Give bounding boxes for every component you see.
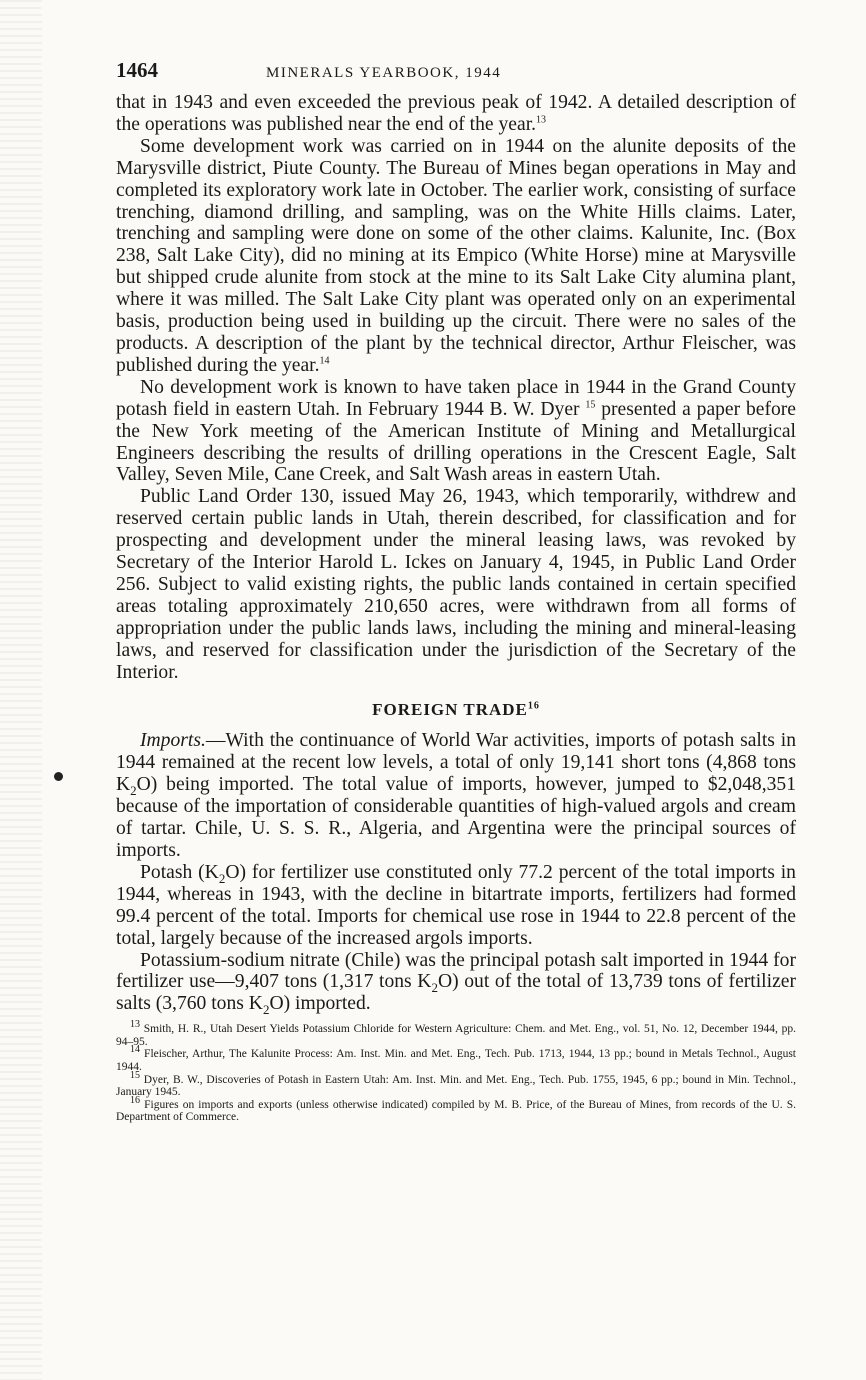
paragraph-text: —With the continuance of World War activities, imports of potash salts in 1944 remained at the recent low levels, a total of only 19,141 short tons (4,868 tons K	[116, 730, 796, 796]
subscript: 2	[130, 783, 137, 799]
paragraph-fertilizer	[116, 862, 796, 950]
footnote-text: Fleischer, Arthur, The Kalunite Process: Am. Inst. Min. and Met. Eng., Tech. Pub. 1713, 1944, 13 pp.; bound in Metals Technol., August 1944.	[116, 1048, 796, 1074]
footnote	[116, 1044, 796, 1074]
footnote-ref: 15	[585, 399, 596, 411]
subscript: 2	[262, 1002, 270, 1018]
footnote-number: 15	[130, 1069, 140, 1081]
footnote	[116, 1094, 796, 1124]
page-number: 1464	[116, 58, 158, 82]
footnote-ref: 14	[319, 355, 330, 367]
footnote-number: 16	[130, 1094, 140, 1106]
paragraph-text: Some development work was carried on in 1944 on the alunite deposits of the Marysville district, Piute County. The Bureau of Mines began operations in May and completed its exploratory work late in October. The earlier work, consisting of surface trenching, diamond drilling, and sampling, was on the White Hills claims. Later, trenching and sampling were done on some of the other claims. Kalunite, Inc. (Box 238, Salt Lake City), did no mining at its Empico (White Horse) mine at Marysville but shipped crude alunite from stock at the mine to its Salt Lake City alumina plant, where it was milled. The Salt Lake City plant was operated only on an experimental basis, production being used in building up the circuit. There were no sales of the products. A description of the plant by the technical director, Arthur Fleischer, was published during the year.	[116, 135, 796, 376]
paragraph-text: presented a paper before the New York meeting of the American Institute of Mining and Metallurgical Engineers describing the results of drilling operations in the Crescent Eagle, Salt Valley, Seven Mile, Cane Creek, and Salt Wash areas in eastern Utah.	[116, 398, 797, 486]
footnotes	[116, 1019, 797, 1124]
paragraph-text: that in 1943 and even exceeded the previous peak of 1942. A detailed description of the operations was published near the end of the year.	[116, 92, 796, 135]
footnote-text: Dyer, B. W., Discoveries of Potash in Eastern Utah: Am. Inst. Min. and Met. Eng., Tech. Pub. 1755, 1945, 6 pp.; bound in Min. Technol., January 1945.	[116, 1073, 797, 1099]
footnote-ref: 13	[536, 114, 547, 126]
paragraph-imports	[116, 730, 796, 861]
paragraph-text: O) imported.	[269, 993, 371, 1015]
paragraph-nitrate	[116, 950, 796, 1016]
subscript: 2	[218, 870, 226, 886]
paragraph-land-order	[116, 486, 796, 683]
paragraph-text: Potash (K	[140, 861, 219, 883]
section-title: FOREIGN TRADE	[372, 700, 528, 720]
footnote-number: 14	[130, 1044, 140, 1056]
paragraph-text: O) out of the total of 13,739 tons of fertilizer salts (3,760 tons K	[116, 971, 796, 1015]
margin-ink-mark	[54, 772, 63, 781]
paragraph-text: No development work is known to have taken place in 1944 in the Grand County potash field in eastern Utah. In February 1944 B. W. Dyer	[116, 376, 796, 420]
scan-edge-noise	[0, 0, 42, 1380]
subscript: 2	[431, 980, 438, 996]
paragraph-continuation	[116, 92, 796, 136]
running-head	[116, 58, 796, 92]
page-content	[116, 58, 796, 1124]
footnote	[116, 1019, 796, 1048]
footnote	[116, 1069, 797, 1099]
footnote-ref: 16	[527, 700, 540, 712]
run-in-heading: Imports.	[140, 730, 206, 752]
footnote-text: Figures on imports and exports (unless otherwise indicated) compiled by M. B. Price, of the Bureau of Mines, from records of the U. S. Department of Commerce.	[116, 1098, 796, 1124]
journal-title: MINERALS YEARBOOK, 1944	[266, 65, 502, 81]
paragraph-text: Potassium-sodium nitrate (Chile) was the principal potash salt imported in 1944 for fertilizer use—9,407 tons (1,317 tons K	[116, 949, 796, 993]
paragraph-text: O) being imported. The total value of imports, however, jumped to $2,048,351 because of the importation of considerable quantities of high-valued argols and cream of tartar. Chile, U. S. S. R., Algeria, and Argentina were the principal sources of imports.	[116, 774, 796, 861]
paragraph-text: O) for fertilizer use constituted only 77.2 percent of the total imports in 1944, whereas in 1943, with the decline in bitartrate imports, fertilizers had formed 99.4 percent of the total. Imports for chemical use rose in 1944 to 22.8 percent of the total, largely because of the increased argols imports.	[116, 861, 796, 949]
footnote-text: Smith, H. R., Utah Desert Yields Potassium Chloride for Western Agriculture: Chem. and Met. Eng., vol. 51, No. 12, December 1944, pp. 94–95.	[116, 1023, 796, 1048]
footnote-number: 13	[130, 1019, 140, 1031]
paragraph-alunite	[116, 136, 796, 377]
paragraph-text: Public Land Order 130, issued May 26, 1943, which temporarily, withdrew and reserved certain public lands in Utah, therein described, for classification and for prospecting and development under the mineral leasing laws, was revoked by Secretary of the Interior Harold L. Ickes on January 4, 1945, in Public Land Order 256. Subject to valid existing rights, the public lands contained in certain specified areas totaling approximately 210,650 acres, were withdrawn from all forms of appropriation under the public lands laws, including the mining and mineral-leasing laws, and reserved for classification under the jurisdiction of the Secretary of the Interior.	[116, 486, 796, 683]
paragraph-grand-county	[116, 377, 796, 487]
section-heading	[116, 700, 796, 720]
